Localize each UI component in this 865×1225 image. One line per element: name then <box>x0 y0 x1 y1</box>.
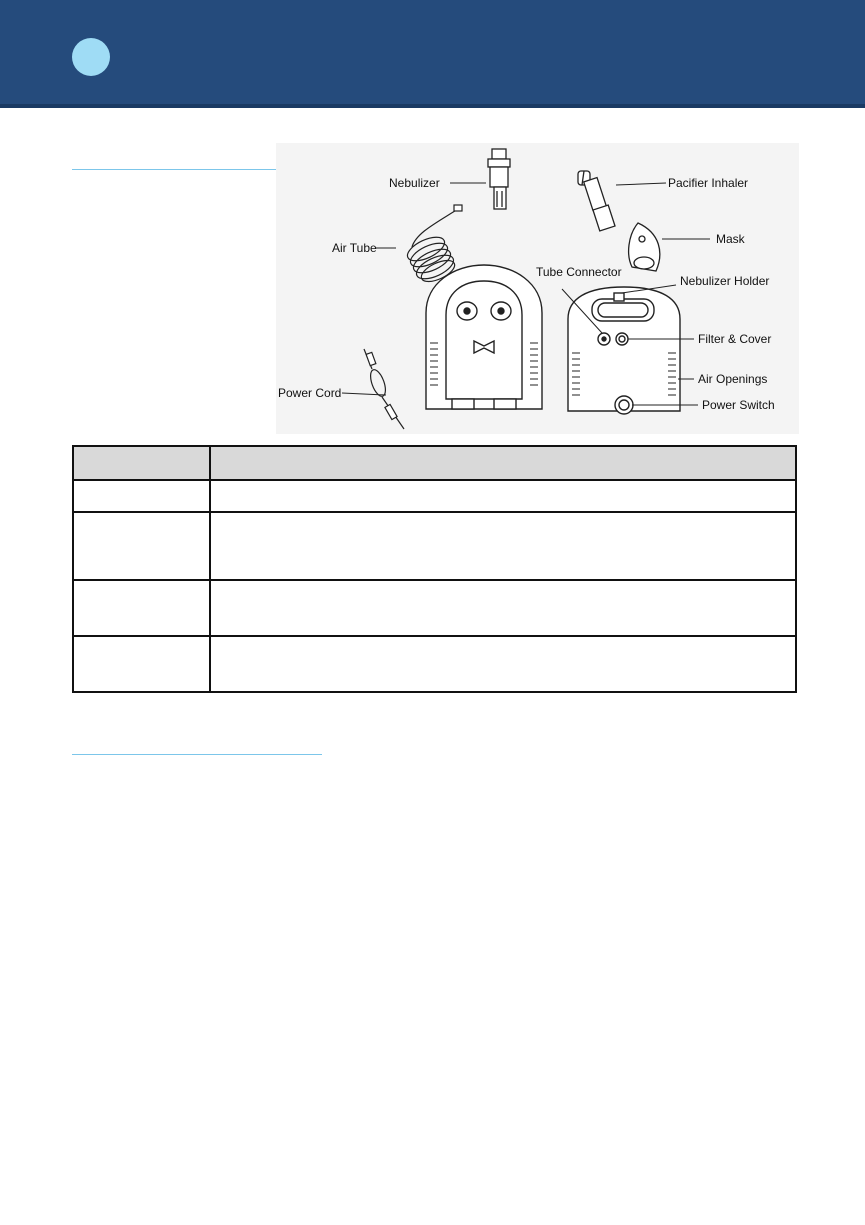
tube-connector-label: Tube Connector <box>536 265 622 279</box>
power-cord-label: Power Cord <box>278 386 342 400</box>
pacifier-inhaler-drawing <box>578 171 615 231</box>
air-tube-label: Air Tube <box>332 241 377 255</box>
power-cord-drawing <box>364 349 404 429</box>
nebulizer-holder-label: Nebulizer Holder <box>680 274 770 288</box>
filter-cover-label: Filter & Cover <box>698 332 772 346</box>
air-openings-label: Air Openings <box>698 372 768 386</box>
power-switch-label: Power Switch <box>702 398 775 412</box>
mask-label: Mask <box>716 232 745 246</box>
section-rule-bottom <box>72 754 322 755</box>
table-row <box>73 512 796 580</box>
parts-table <box>72 445 797 693</box>
table-cell <box>210 636 796 692</box>
table-cell <box>73 512 210 580</box>
page-header-shadow <box>0 104 865 108</box>
page-header-band <box>0 0 865 108</box>
table-cell <box>210 512 796 580</box>
table-cell <box>73 580 210 636</box>
table-cell <box>210 580 796 636</box>
table-cell <box>73 480 210 512</box>
nebulizer-drawing <box>488 149 510 209</box>
mask-drawing <box>629 223 660 271</box>
table-header-row <box>73 446 796 480</box>
nebulizer-label: Nebulizer <box>389 176 440 190</box>
table-cell <box>73 636 210 692</box>
table-header-part <box>73 446 210 480</box>
compressor-front-drawing <box>426 265 542 409</box>
table-header-description <box>210 446 796 480</box>
compressor-rear-drawing <box>568 287 680 414</box>
pacifier-inhaler-label: Pacifier Inhaler <box>668 176 749 190</box>
section-marker-dot <box>72 38 110 76</box>
table-row <box>73 636 796 692</box>
table-row <box>73 580 796 636</box>
table-cell <box>210 480 796 512</box>
table-row <box>73 480 796 512</box>
parts-diagram <box>276 143 799 434</box>
